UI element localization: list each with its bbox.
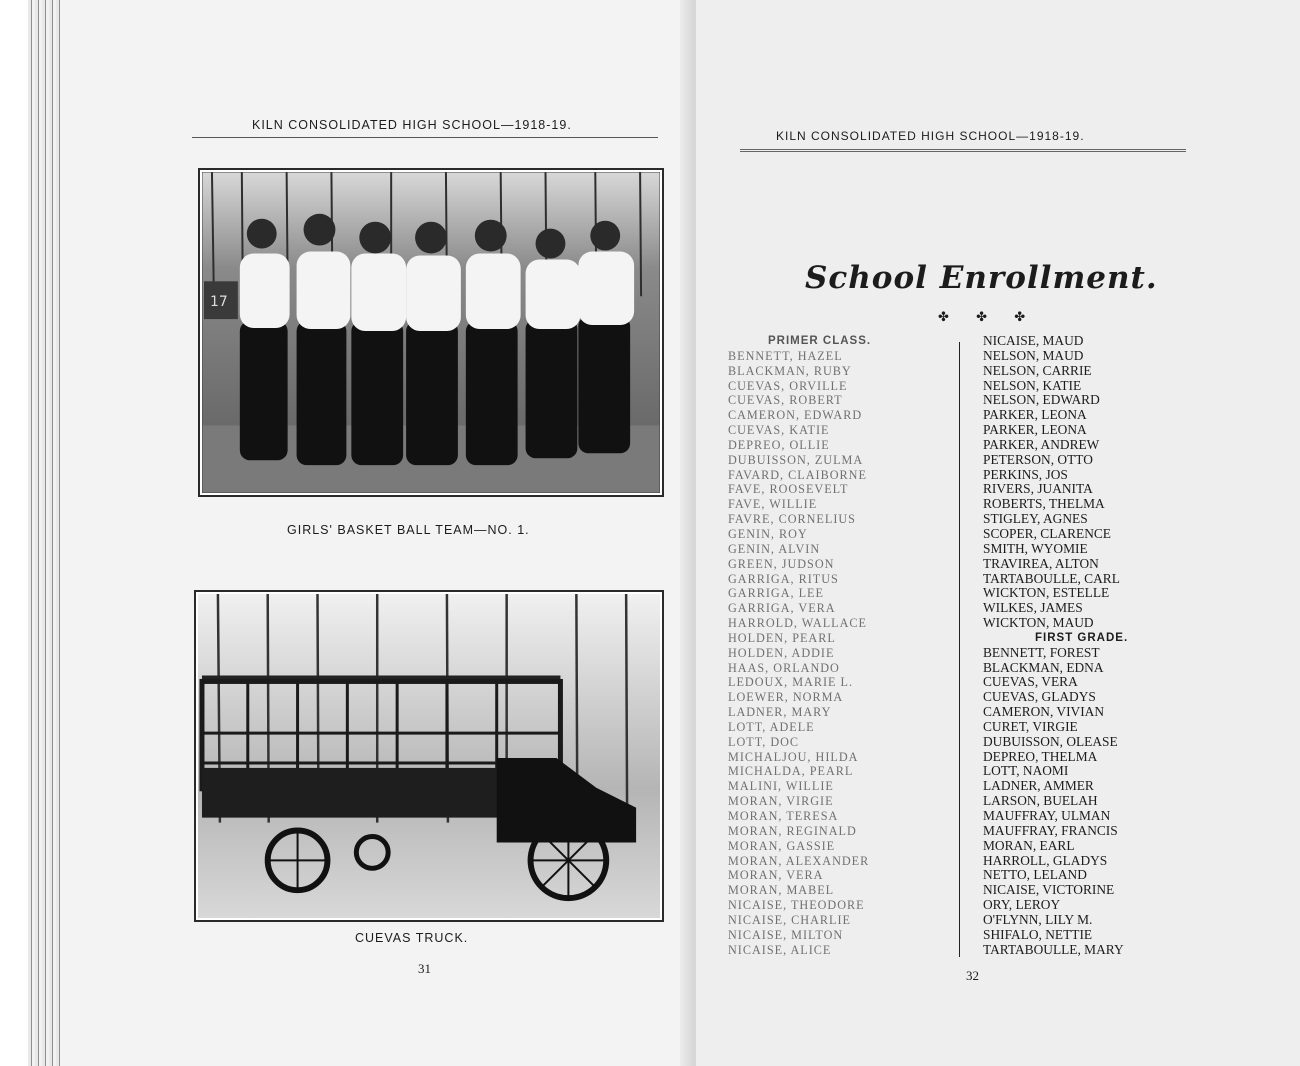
- list-item: NICAISE, VICTORINE: [983, 882, 1115, 898]
- title-ornaments: ✤ ✤ ✤: [938, 309, 1038, 324]
- list-item: NELSON, KATIE: [983, 377, 1082, 393]
- list-item: MAUFFRAY, FRANCIS: [983, 822, 1118, 838]
- list-item: NICAISE, ALICE: [728, 942, 832, 957]
- right-head-rule: [740, 149, 1186, 152]
- list-item: MICHALDA, PEARL: [728, 764, 854, 779]
- primer-class-heading: PRIMER CLASS.: [768, 335, 872, 347]
- cuevas-truck-caption: CUEVAS TRUCK.: [355, 931, 469, 945]
- list-item: NICAISE, THEODORE: [728, 898, 865, 913]
- list-item: BLACKMAN, RUBY: [728, 363, 852, 378]
- list-item: PERKINS, JOS: [983, 466, 1068, 482]
- left-head-rule: [192, 137, 658, 138]
- list-item: ORY, LEROY: [983, 897, 1061, 913]
- list-item: LOTT, NAOMI: [983, 763, 1069, 779]
- list-item: WILKES, JAMES: [983, 600, 1083, 616]
- list-item: MORAN, VERA: [728, 868, 824, 883]
- svg-text:17: 17: [209, 294, 228, 311]
- list-item: GARRIGA, LEE: [728, 586, 824, 601]
- list-item: BENNETT, FOREST: [983, 644, 1100, 660]
- list-item: NELSON, CARRIE: [983, 362, 1092, 378]
- list-item: BLACKMAN, EDNA: [983, 659, 1104, 675]
- list-item: RIVERS, JUANITA: [983, 481, 1093, 497]
- list-item: MORAN, ALEXANDER: [728, 853, 870, 868]
- list-item: MORAN, GASSIE: [728, 838, 836, 853]
- list-item: HOLDEN, PEARL: [728, 630, 836, 645]
- basketball-team-caption: GIRLS' BASKET BALL TEAM—NO. 1.: [287, 523, 530, 537]
- list-item: PARKER, ANDREW: [983, 436, 1100, 452]
- list-item: TRAVIREA, ALTON: [983, 555, 1099, 571]
- list-item: NELSON, MAUD: [983, 347, 1084, 363]
- basketball-team-photo: [198, 168, 664, 497]
- list-item: FAVARD, CLAIBORNE: [728, 467, 867, 482]
- list-item: WICKTON, ESTELLE: [983, 585, 1110, 601]
- list-item: CUEVAS, KATIE: [728, 423, 830, 438]
- column-divider: [959, 342, 960, 957]
- list-item: CUEVAS, VERA: [983, 674, 1078, 690]
- list-item: HARROLD, WALLACE: [728, 616, 867, 631]
- list-item: MORAN, REGINALD: [728, 823, 857, 838]
- list-item: NICAISE, CHARLIE: [728, 912, 851, 927]
- list-item: NETTO, LELAND: [983, 867, 1087, 883]
- right-page-number: 32: [966, 968, 979, 983]
- list-item: HOLDEN, ADDIE: [728, 645, 835, 660]
- list-item: FAVE, WILLIE: [728, 497, 818, 512]
- list-item: DEPREO, OLLIE: [728, 437, 830, 452]
- list-item: SMITH, WYOMIE: [983, 540, 1088, 556]
- list-item: MORAN, VIRGIE: [728, 794, 834, 809]
- list-item: GENIN, ROY: [728, 526, 808, 541]
- list-item: LOTT, ADELE: [728, 719, 815, 734]
- list-item: ROBERTS, THELMA: [983, 496, 1105, 512]
- list-item: CUEVAS, GLADYS: [983, 689, 1096, 705]
- list-item: LARSON, BUELAH: [983, 793, 1098, 809]
- list-item: WICKTON, MAUD: [983, 615, 1094, 631]
- list-item: LADNER, AMMER: [983, 778, 1094, 794]
- list-item: CURET, VIRGIE: [983, 718, 1078, 734]
- list-item: SHIFALO, NETTIE: [983, 926, 1093, 942]
- list-item: HAAS, ORLANDO: [728, 660, 840, 675]
- list-item: DEPREO, THELMA: [983, 748, 1098, 764]
- list-item: MALINI, WILLIE: [728, 779, 834, 794]
- list-item: FAVRE, CORNELIUS: [728, 512, 856, 527]
- enrollment-list-col-2: [983, 334, 1128, 957]
- list-item: PARKER, LEONA: [983, 422, 1087, 438]
- list-item: NICAISE, MILTON: [728, 927, 844, 942]
- right-running-head: KILN CONSOLIDATED HIGH SCHOOL—1918-19.: [776, 129, 1085, 143]
- list-item: CUEVAS, ROBERT: [728, 393, 843, 408]
- list-item: CAMERON, EDWARD: [728, 408, 863, 423]
- list-item: PARKER, LEONA: [983, 407, 1087, 423]
- list-item: BENNETT, HAZEL: [728, 348, 843, 363]
- list-item: LOTT, DOC: [728, 734, 800, 749]
- list-item: DUBUISSON, OLEASE: [983, 733, 1118, 749]
- list-item: LEDOUX, MARIE L.: [728, 675, 853, 690]
- list-item: DUBUISSON, ZULMA: [728, 452, 864, 467]
- list-item: MORAN, EARL: [983, 837, 1075, 853]
- list-item: NICAISE, MAUD: [983, 333, 1084, 348]
- enrollment-title: School Enrollment.: [805, 260, 1158, 296]
- list-item: GARRIGA, VERA: [728, 601, 836, 616]
- left-running-head: KILN CONSOLIDATED HIGH SCHOOL—1918-19.: [252, 118, 572, 132]
- list-item: TARTABOULLE, MARY: [983, 941, 1124, 957]
- primer-class-list: [728, 334, 871, 957]
- list-item: CUEVAS, ORVILLE: [728, 378, 848, 393]
- list-item: NELSON, EDWARD: [983, 392, 1100, 408]
- list-item: GENIN, ALVIN: [728, 541, 821, 556]
- list-item: CAMERON, VIVIAN: [983, 704, 1105, 720]
- list-item: GARRIGA, RITUS: [728, 571, 839, 586]
- cuevas-truck-photo: [194, 590, 664, 922]
- list-item: SCOPER, CLARENCE: [983, 525, 1111, 541]
- list-item: MICHALJOU, HILDA: [728, 749, 859, 764]
- list-item: MORAN, TERESA: [728, 809, 839, 823]
- list-item: STIGLEY, AGNES: [983, 511, 1088, 527]
- list-item: FAVE, ROOSEVELT: [728, 482, 849, 497]
- list-item: LOEWER, NORMA: [728, 690, 844, 705]
- list-item: MORAN, MABEL: [728, 883, 835, 898]
- page-stack-edges: [28, 0, 64, 1066]
- list-item: TARTABOULLE, CARL: [983, 570, 1120, 586]
- list-item: GREEN, JUDSON: [728, 556, 835, 571]
- left-page-number: 31: [418, 961, 431, 976]
- list-item: O'FLYNN, LILY M.: [983, 911, 1093, 927]
- list-item: LADNER, MARY: [728, 705, 832, 720]
- list-item: HARROLL, GLADYS: [983, 852, 1108, 868]
- list-item: PETERSON, OTTO: [983, 451, 1093, 467]
- list-item: MAUFFRAY, ULMAN: [983, 808, 1111, 823]
- first-grade-heading: FIRST GRADE.: [1035, 631, 1129, 644]
